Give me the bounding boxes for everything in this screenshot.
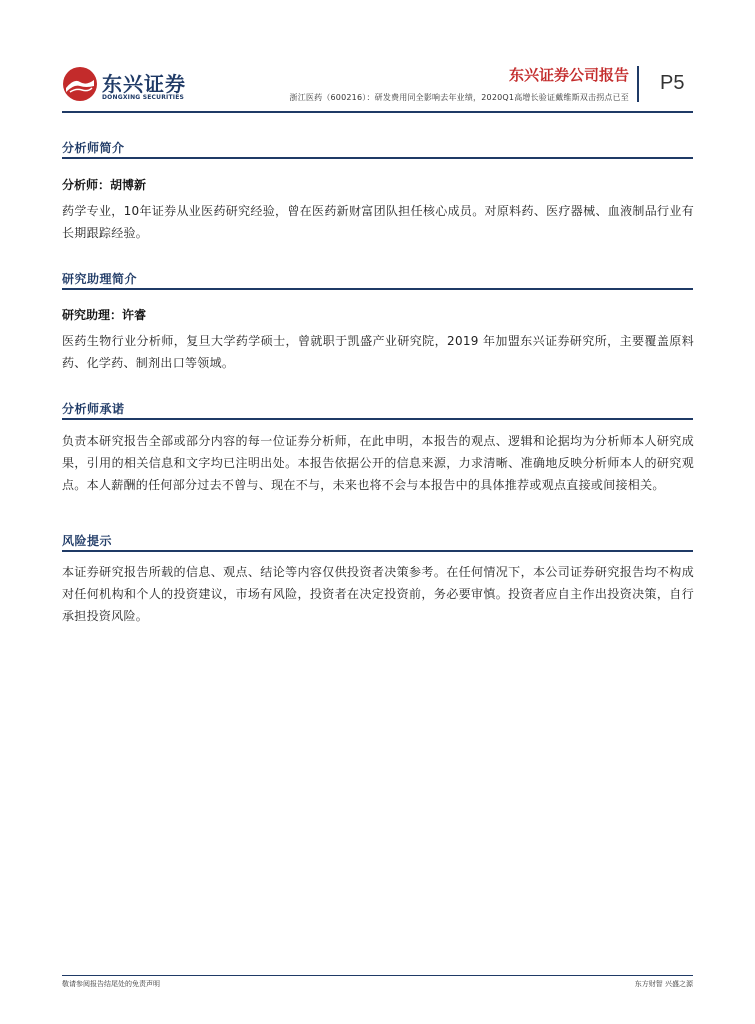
footer-rule [62,975,693,976]
section-rule [62,550,693,552]
analyst-bio: 药学专业，10年证券从业医药研究经验，曾在医药新财富团队担任核心成员。对原料药、医疗器械、血液制品行业有长期跟踪经验。 [62,204,694,240]
page-number: P5 [660,72,685,94]
section-rule [62,288,693,290]
section-title-analyst-intro: 分析师简介 [62,141,125,155]
section-rule [62,418,693,420]
section-rule [62,157,693,159]
logo-chinese-name: 东兴证券 [102,72,186,96]
section-title-analyst-commitment: 分析师承诺 [62,402,125,416]
section-title-risk-warning: 风险提示 [62,534,113,548]
footer-slogan: 东方财智 兴盛之源 [634,980,693,988]
header-rule [62,111,693,113]
header-divider [637,66,639,102]
report-subtitle: 浙江医药（600216）：研发费用同全影响去年业绩，2020Q1高增长验证戴维斯双击拐点已至 [289,93,629,102]
company-logo [62,66,202,106]
report-type-title: 东兴证券公司报告 [508,66,629,84]
analyst-name-label: 分析师：胡博新 [62,178,147,192]
analyst-commitment-text: 负责本研究报告全部或部分内容的每一位证券分析师，在此申明，本报告的观点、逻辑和论据均为分析师本人研究成果，引用的相关信息和文字均已注明出处。本报告依据公开的信息来源，力求清晰、准确地反映分析师本人的研究观点。本人薪酬的任何部分过去不曾与、现在不与，未来也将不会与本报告中的具体推荐或观点直接或间接相关。 [62,434,694,492]
section-title-assistant-intro: 研究助理简介 [62,272,138,286]
assistant-bio: 医药生物行业分析师，复旦大学药学硕士，曾就职于凯盛产业研究院，2019 年加盟东兴证券研究所，主要覆盖原料药、化学药、制剂出口等领域。 [62,334,694,370]
footer-disclaimer-note: 敬请参阅报告结尾处的免责声明 [62,980,160,988]
risk-warning-text: 本证券研究报告所载的信息、观点、结论等内容仅供投资者决策参考。在任何情况下，本公司证券研究报告均不构成对任何机构和个人的投资建议，市场有风险，投资者在决定投资前，务必要审慎。投资者应自主作出投资决策，自行承担投资风险。 [62,565,694,623]
logo-english-name: DONGXING SECURITIES [102,94,185,101]
assistant-name-label: 研究助理：许睿 [62,308,147,322]
page-header [0,0,755,118]
dongxing-logo-icon [62,66,98,102]
